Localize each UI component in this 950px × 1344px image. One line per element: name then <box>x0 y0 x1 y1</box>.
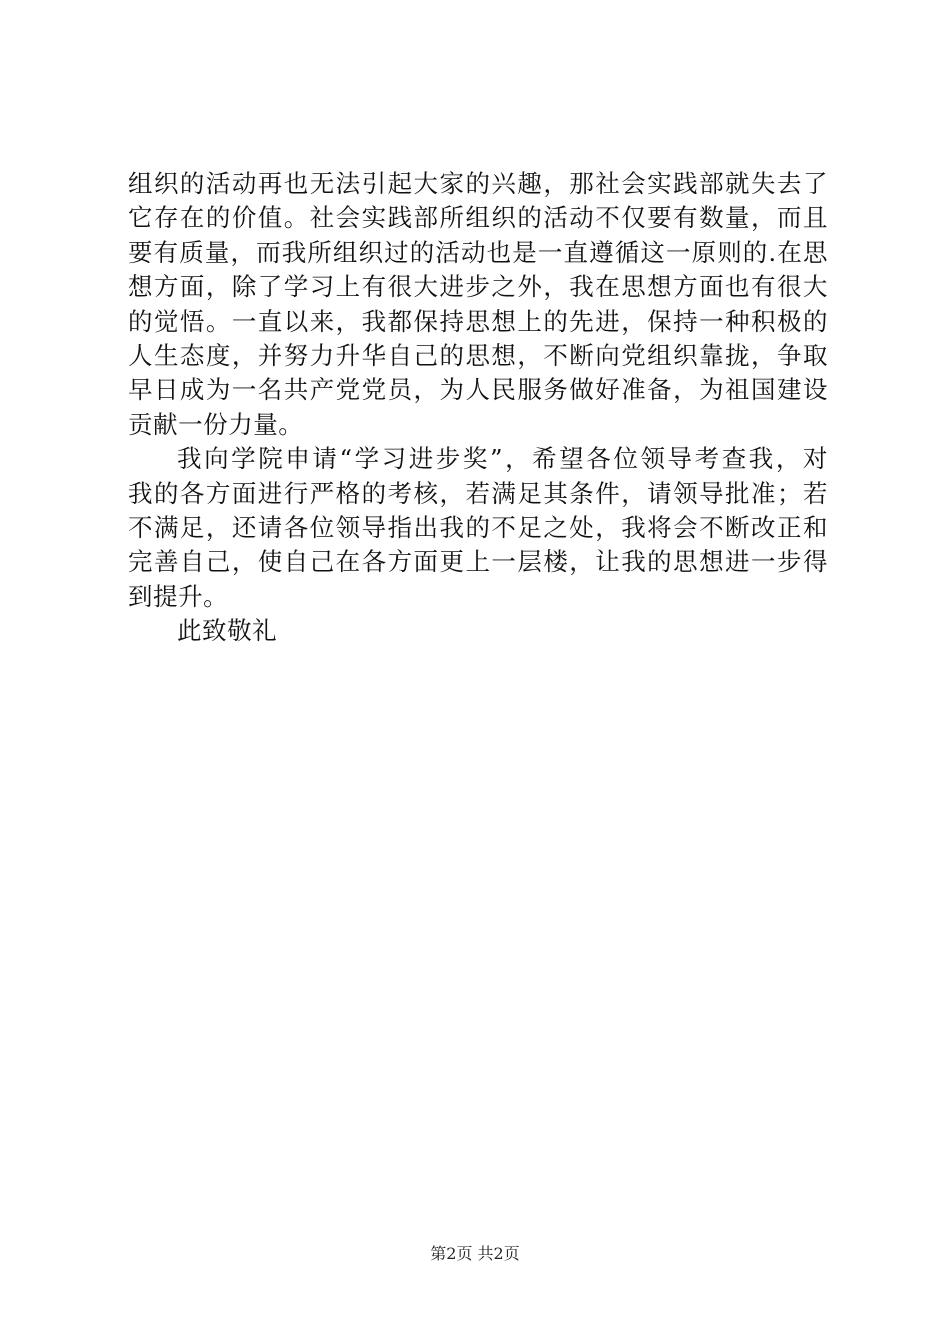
text-line: 它存在的价值。社会实践部所组织的活动不仅要有数量，而且 <box>128 203 828 233</box>
text-line: 要有质量，而我所组织过的活动也是一直遵循这一原则的.在思 <box>128 237 828 267</box>
text-line: 组织的活动再也无法引起大家的兴趣，那社会实践部就失去了 <box>128 169 828 198</box>
text-line: 的觉悟。一直以来，我都保持思想上的先进，保持一种积极的 <box>128 306 828 336</box>
text-line: 人生态度，并努力升华自己的思想，不断向党组织靠拢，争取 <box>128 340 828 370</box>
closing-salutation <box>128 614 828 648</box>
text-line: 想方面，除了学习上有很大进步之外，我在思想方面也有很大 <box>128 272 828 302</box>
text-line: 到提升。 <box>128 581 229 611</box>
text-line: 完善自己，使自己在各方面更上一层楼，让我的思想进一步得 <box>128 547 828 577</box>
paragraph-1 <box>128 167 828 442</box>
text-line: 我向学院申请“学习进步奖”，希望各位领导考查我，对 <box>177 444 828 474</box>
text-line: 不满足，还请各位领导指出我的不足之处，我将会不断改正和 <box>128 512 828 542</box>
document-body <box>128 167 828 648</box>
text-line: 我的各方面进行严格的考核，若满足其条件，请领导批准；若 <box>128 478 828 508</box>
text-line: 此致敬礼 <box>177 616 278 646</box>
text-line: 贡献一份力量。 <box>128 409 304 439</box>
page-number-footer: 第2页 共2页 <box>430 1244 520 1263</box>
text-line: 早日成为一名共产党党员，为人民服务做好准备，为祖国建设 <box>128 375 828 405</box>
paragraph-2 <box>128 442 828 614</box>
